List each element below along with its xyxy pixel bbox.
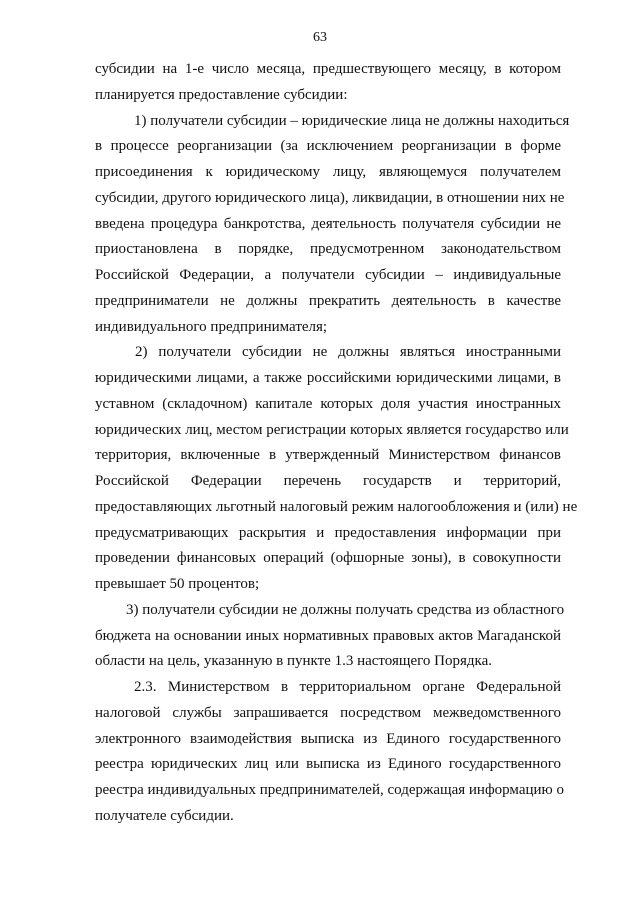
text-line: 3) получатели субсидии не должны получать средства из областного [126, 601, 565, 618]
text-line: предоставляющих льготный налоговый режим налогообложения и (или) не [95, 498, 578, 515]
text-line: субсидии, другого юридического лица), ликвидации, в отношении них не [95, 189, 565, 206]
text-line: приостановлена в порядке, предусмотренном законодательством [95, 241, 561, 258]
text-line: Российской Федерации, а получатели субсидии – индивидуальные [95, 267, 561, 283]
text-line: Российской Федерации перечень государств и территорий, [95, 473, 561, 489]
text-line: превышает 50 процентов; [95, 576, 260, 592]
text-line: предприниматели не должны прекратить деятельность в качестве [95, 292, 561, 309]
text-line: введена процедура банкротства, деятельность получателя субсидии не [95, 215, 561, 232]
text-line: бюджета на основании иных нормативных правовых актов Магаданской [95, 627, 561, 644]
text-line: получателе субсидии. [95, 807, 234, 824]
text-line: реестра индивидуальных предпринимателей, содержащая информацию о [95, 782, 564, 798]
text-line: субсидии на 1-е число месяца, предшествующего месяцу, в котором [95, 61, 561, 77]
text-line: территория, включенные в утвержденный Министерством финансов [95, 447, 561, 464]
text-line: электронного взаимодействия выписка из Единого государственного [95, 730, 561, 747]
text-line: проведении финансовых операций (офшорные зоны), в совокупности [95, 550, 561, 567]
text-line: юридическими лицами, а также российскими юридическими лицами, в [95, 370, 561, 386]
text-line: юридических лиц, местом регистрации которых является государство или [95, 421, 569, 438]
text-line: 1) получатели субсидии – юридические лица не должны находиться [134, 112, 570, 129]
page-number: 63 [313, 30, 327, 45]
text-line: 2.3. Министерством в территориальном органе Федеральной [134, 679, 561, 695]
text-line: планируется предоставление субсидии: [95, 86, 348, 103]
text-line: 2) получатели субсидии не должны являться иностранными [135, 344, 561, 361]
text-line: области на цель, указанную в пункте 1.3 настоящего Порядка. [95, 653, 492, 670]
text-line: в процессе реорганизации (за исключением реорганизации в форме [95, 138, 561, 155]
text-line: предусматривающих раскрытия и предоставления информации при [95, 524, 561, 541]
document-body [95, 57, 578, 830]
text-line: налоговой службы запрашивается посредством межведомственного [95, 704, 561, 721]
text-line: присоединения к юридическому лицу, являющемуся получателем [95, 164, 561, 180]
text-line: индивидуального предпринимателя; [95, 318, 328, 335]
text-line: уставном (складочном) капитале которых доля участия иностранных [95, 395, 561, 412]
text-line: реестра юридических лиц или выписка из Единого государственного [95, 756, 561, 773]
